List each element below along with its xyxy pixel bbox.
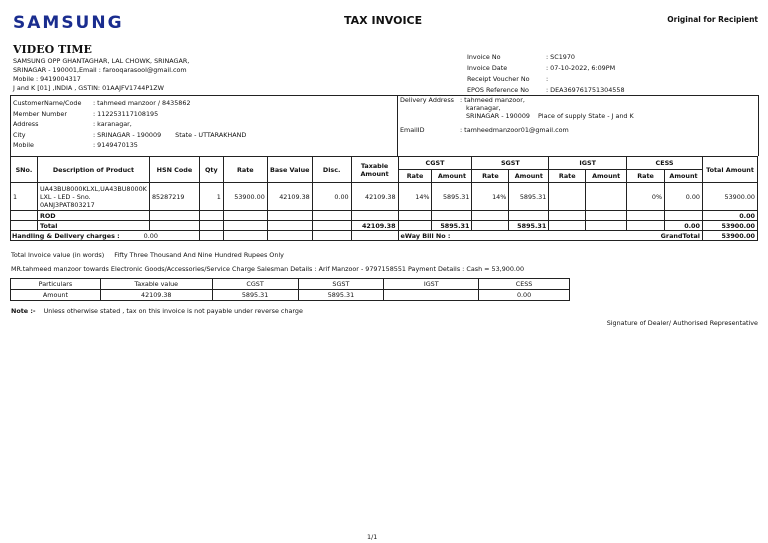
delivery-line: : tahmeed manzoor, [460, 96, 525, 104]
item-disc: 0.00 [312, 183, 351, 211]
delivery-line: karanagar, [466, 104, 501, 112]
rod-row [11, 211, 758, 221]
col-igst: IGST [549, 157, 627, 170]
samsung-logo: SAMSUNG [13, 13, 124, 33]
summary-header: Taxable value [100, 279, 212, 290]
delivery-line: SRINAGAR - 190009 [466, 112, 530, 120]
customer-value: : SRINAGAR - 190009 [93, 130, 162, 139]
total-cess: 0.00 [665, 221, 703, 231]
meta-value: : 07-10-2022, 6:09PM [546, 63, 616, 72]
divider [758, 95, 759, 156]
summary-header: IGST [384, 279, 479, 290]
col-qty: Qty [199, 157, 223, 183]
item-total: 53900.00 [702, 183, 757, 211]
item-sno: 1 [11, 183, 38, 211]
copy-label: Original for Recipient [667, 15, 758, 24]
page-number: 1/1 [367, 533, 378, 541]
sub-rate: Rate [627, 170, 665, 183]
customer-label: Mobile [13, 141, 34, 150]
item-cess-amount: 0.00 [665, 183, 703, 211]
rod-total: 0.00 [702, 211, 757, 221]
total-sgst: 5895.31 [509, 221, 549, 231]
divider [10, 95, 758, 96]
seller-address-line: Mobile : 9419004317 [13, 75, 81, 83]
total-amount: 53900.00 [702, 221, 757, 231]
sub-amount: Amount [586, 170, 627, 183]
tax-summary-table [10, 278, 570, 301]
sub-rate: Rate [472, 170, 509, 183]
summary-cell: Amount [11, 290, 101, 301]
rod-label: ROD [37, 211, 149, 221]
seller-address-line: SAMSUNG OPP GHANTAGHAR, LAL CHOWK, SRINAGAR, [13, 57, 190, 65]
note-label: Note :- [11, 307, 36, 315]
col-desc: Description of Product [37, 157, 149, 183]
col-cgst: CGST [398, 157, 472, 170]
item-sgst-rate: 14% [472, 183, 509, 211]
col-disc: Disc. [312, 157, 351, 183]
summary-cell: 5895.31 [212, 290, 298, 301]
customer-value: : 112253117108195 [93, 109, 159, 118]
delivery-label: Delivery Address [400, 96, 455, 104]
doc-title: TAX INVOICE [344, 14, 423, 27]
meta-value: : SC1970 [546, 52, 575, 61]
sub-rate: Rate [549, 170, 586, 183]
sub-amount: Amount [432, 170, 472, 183]
eway-label: eWay Bill No : [400, 231, 451, 240]
customer-state: State - UTTARAKHAND [175, 130, 247, 139]
seller-name: VIDEO TIME [13, 43, 92, 56]
col-taxable: Taxable Amount [351, 157, 398, 183]
item-rate: 53900.00 [223, 183, 267, 211]
seller-address-line: SRINAGAR - 190001,Email : farooqarasool@gmail.com [13, 66, 187, 74]
invoice-meta [467, 51, 625, 95]
payment-line: MR.tahmeed manzoor towards Electronic Goods/Accessories/Service Charge Salesman Details : Arif Manzoor - 9797158551 Payment Details : Cash = 53,900.00 [11, 265, 525, 273]
meta-label: Invoice No [467, 52, 501, 61]
item-desc-line: UA43BU8000KLXL,UA43BU8000K [39, 184, 147, 193]
item-igst-rate [549, 183, 586, 211]
item-cgst-amount: 5895.31 [432, 183, 472, 211]
amount-in-words [11, 251, 284, 259]
summary-cell [384, 290, 479, 301]
summary-cell: 5895.31 [298, 290, 384, 301]
delivery-block [400, 96, 634, 134]
summary-cell: 0.00 [479, 290, 570, 301]
supply-state: Place of supply State - J and K [537, 112, 634, 120]
meta-value: : [546, 74, 549, 83]
meta-value: : DEA369761751304558 [546, 85, 625, 94]
seller-address-line: J and K [01] ,INDIA , GSTIN: 01AAJFV1744P1ZW [13, 84, 164, 92]
customer-value: : 9149470135 [93, 141, 138, 150]
customer-details [13, 98, 246, 151]
customer-label: City [13, 130, 26, 139]
total-row [11, 221, 758, 231]
seller-address [13, 57, 189, 93]
summary-header: CESS [479, 279, 570, 290]
col-hsn: HSN Code [149, 157, 199, 183]
item-base: 42109.38 [267, 183, 312, 211]
words-label: Total Invoice value (in words) [11, 251, 105, 259]
item-qty: 1 [199, 183, 223, 211]
meta-label: Receipt Voucher No [467, 74, 530, 83]
handling-row [11, 231, 758, 241]
handling-value: 0.00 [143, 231, 158, 240]
handling-label: Handling & Delivery charges : [12, 231, 120, 240]
customer-value: : karanagar, [93, 120, 132, 129]
email-value: : tamheedmanzoor01@gmail.com [460, 126, 569, 134]
summary-header: CGST [212, 279, 298, 290]
sub-rate: Rate [398, 170, 432, 183]
sub-amount: Amount [665, 170, 703, 183]
summary-header: SGST [298, 279, 384, 290]
meta-label: EPOS Reference No [467, 85, 529, 94]
customer-label: Member Number [13, 109, 67, 118]
item-igst-amount [586, 183, 627, 211]
item-desc [37, 183, 149, 211]
note [11, 307, 303, 315]
summary-cell: 42109.38 [100, 290, 212, 301]
words-value: Fifty Three Thousand And Nine Hundred Rupees Only [114, 251, 284, 259]
col-cess: CESS [627, 157, 703, 170]
col-rate: Rate [223, 157, 267, 183]
summary-header: Particulars [11, 279, 101, 290]
item-hsn: 85287219 [149, 183, 199, 211]
col-sgst: SGST [472, 157, 549, 170]
customer-label: CustomerName/Code [13, 99, 82, 108]
customer-value: : tahmeed manzoor / 8435862 [93, 99, 191, 108]
grand-total-value: 53900.00 [702, 231, 757, 241]
total-taxable: 42109.38 [351, 221, 398, 231]
item-desc-line: 0ANJ3PAT803217 [39, 200, 95, 209]
item-desc-line: LXL - LED - Sno. [39, 192, 91, 201]
note-text: Unless otherwise stated , tax on this invoice is not payable under reverse charge [43, 307, 303, 315]
signature-label: Signature of Dealer/ Authorised Representative [606, 319, 758, 327]
customer-label: Address [13, 120, 39, 129]
items-table [10, 156, 758, 241]
col-sno: SNo. [11, 157, 38, 183]
grand-total-label: GrandTotal [660, 231, 700, 240]
divider [397, 95, 398, 156]
sub-amount: Amount [509, 170, 549, 183]
meta-label: Invoice Date [467, 63, 508, 72]
item-sgst-amount: 5895.31 [509, 183, 549, 211]
divider [10, 95, 11, 156]
total-label: Total [37, 221, 149, 231]
email-label: EmailID [400, 126, 425, 134]
col-total: Total Amount [702, 157, 757, 183]
item-cgst-rate: 14% [398, 183, 432, 211]
total-cgst: 5895.31 [432, 221, 472, 231]
col-base: Base Value [267, 157, 312, 183]
table-row [11, 183, 758, 211]
item-cess-rate: 0% [627, 183, 665, 211]
item-taxable: 42109.38 [351, 183, 398, 211]
